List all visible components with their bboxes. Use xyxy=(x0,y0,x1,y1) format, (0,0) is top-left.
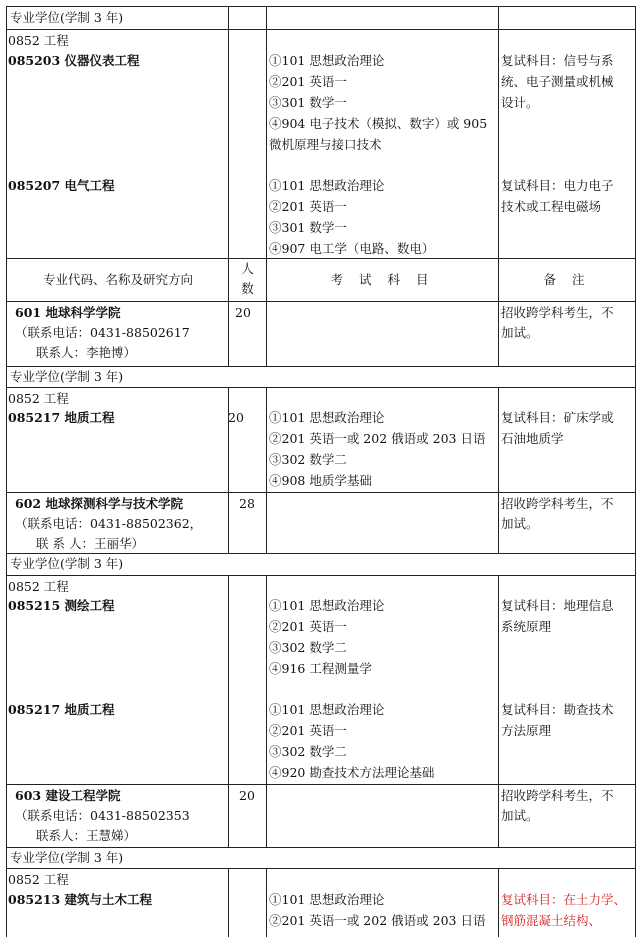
school-name: 602 地球探测科学与技术学院 xyxy=(15,496,183,511)
row-divider xyxy=(6,387,636,388)
table-border-right xyxy=(635,6,636,937)
column-header-count: 数 xyxy=(241,281,254,296)
degree-category: 专业学位(学制 3 年) xyxy=(10,10,124,25)
remark-line: 复试科目：在土力学、 xyxy=(501,892,627,907)
exam-subject: ③302 数学二 xyxy=(269,452,347,467)
remark-line: 复试科目：勘查技术 xyxy=(501,702,614,717)
row-divider xyxy=(6,868,636,869)
exam-subject: ②201 英语一 xyxy=(269,74,347,89)
major-name: 085217 地质工程 xyxy=(8,410,115,425)
exam-subject: ①101 思想政治理论 xyxy=(269,53,385,68)
exam-subject: ③301 数学一 xyxy=(269,220,347,235)
column-divider xyxy=(228,868,229,937)
major-name: 085215 测绘工程 xyxy=(8,598,115,613)
exam-subject: ②201 英语一或 202 俄语或 203 日语 xyxy=(269,431,486,446)
column-divider xyxy=(266,6,267,366)
remark-line: 复试科目：矿床学或 xyxy=(501,410,614,425)
column-divider xyxy=(266,387,267,553)
column-divider xyxy=(228,29,229,366)
column-header-subjects: 考 试 科 目 xyxy=(330,272,435,287)
school-contact: 联 系 人：王丽华） xyxy=(36,536,144,551)
column-divider xyxy=(228,6,229,29)
column-divider xyxy=(266,575,267,847)
enrollment-count: 20 xyxy=(239,788,255,803)
remark-line: 复试科目：地理信息 xyxy=(501,598,614,613)
field-code: 0852 工程 xyxy=(8,579,69,594)
exam-subject: ②201 英语一 xyxy=(269,199,347,214)
remark-line: 石油地质学 xyxy=(501,431,564,446)
column-divider xyxy=(266,868,267,937)
exam-subject: ④920 勘查技术方法理论基础 xyxy=(269,765,435,780)
school-name: 601 地球科学学院 xyxy=(15,305,121,320)
column-divider xyxy=(498,868,499,937)
degree-category: 专业学位(学制 3 年) xyxy=(10,369,124,384)
column-divider xyxy=(498,6,499,366)
major-name: 085207 电气工程 xyxy=(8,178,115,193)
major-name: 085203 仪器仪表工程 xyxy=(8,53,140,68)
exam-subject: ④904 电子技术（模拟、数字）或 905 xyxy=(269,116,488,131)
remark-line: 技术或工程电磁场 xyxy=(501,199,602,214)
remark-line: 方法原理 xyxy=(501,723,552,738)
row-divider xyxy=(6,575,636,576)
table-border-left xyxy=(6,6,7,937)
remark-line: 系统原理 xyxy=(501,619,552,634)
exam-subject: ④907 电工学（电路、数电） xyxy=(269,241,435,256)
column-divider xyxy=(498,575,499,847)
exam-subject: ②201 英语一或 202 俄语或 203 日语 xyxy=(269,913,486,928)
field-code: 0852 工程 xyxy=(8,33,69,48)
exam-subject: ③301 数学一 xyxy=(269,95,347,110)
column-header-remarks: 备 注 xyxy=(543,272,591,287)
exam-subject: ①101 思想政治理论 xyxy=(269,892,385,907)
exam-subject: ②201 英语一 xyxy=(269,619,347,634)
exam-subject: 微机原理与接口技术 xyxy=(269,137,382,152)
remark-line: 加试。 xyxy=(501,516,539,531)
school-contact: 联系人：李艳博） xyxy=(36,345,137,360)
degree-category: 专业学位(学制 3 年) xyxy=(10,556,124,571)
exam-subject: ④908 地质学基础 xyxy=(269,473,372,488)
school-phone: （联系电话：0431-88502617 xyxy=(15,325,190,340)
row-divider xyxy=(6,258,636,259)
table-border-top xyxy=(6,6,636,7)
exam-subject: ④916 工程测量学 xyxy=(269,661,372,676)
school-contact: 联系人：王慧娣） xyxy=(36,828,137,843)
school-phone: （联系电话：0431-88502362， xyxy=(15,516,203,531)
column-divider xyxy=(228,575,229,847)
remark-line: 招收跨学科考生，不 xyxy=(501,788,614,803)
remark-line: 钢筋混凝土结构、 xyxy=(501,913,602,928)
row-divider xyxy=(6,29,636,30)
admissions-catalog-page xyxy=(6,6,636,937)
school-phone: （联系电话：0431-88502353 xyxy=(15,808,190,823)
remark-line: 招收跨学科考生，不 xyxy=(501,305,614,320)
row-divider xyxy=(6,492,636,493)
remark-line: 设计。 xyxy=(501,95,539,110)
field-code: 0852 工程 xyxy=(8,391,69,406)
row-divider xyxy=(6,784,636,785)
exam-subject: ③302 数学二 xyxy=(269,640,347,655)
column-header-code: 专业代码、名称及研究方向 xyxy=(42,272,193,287)
enrollment-count: 28 xyxy=(239,496,255,511)
exam-subject: ①101 思想政治理论 xyxy=(269,410,385,425)
major-name: 085213 建筑与土木工程 xyxy=(8,892,153,907)
remark-line: 复试科目：电力电子 xyxy=(501,178,614,193)
row-divider xyxy=(6,847,636,848)
remark-line: 加试。 xyxy=(501,808,539,823)
enrollment-count: 20 xyxy=(235,305,251,320)
exam-subject: ③302 数学二 xyxy=(269,744,347,759)
column-header-count: 人 xyxy=(241,261,254,276)
exam-subject: ①101 思想政治理论 xyxy=(269,598,385,613)
remark-line: 加试。 xyxy=(501,325,539,340)
exam-subject: ②201 英语一 xyxy=(269,723,347,738)
school-name: 603 建设工程学院 xyxy=(15,788,121,803)
remark-line: 复试科目：信号与系 xyxy=(501,53,614,68)
remark-line: 招收跨学科考生，不 xyxy=(501,496,614,511)
exam-subject: ①101 思想政治理论 xyxy=(269,178,385,193)
row-divider xyxy=(6,366,636,367)
field-code: 0852 工程 xyxy=(8,872,69,887)
exam-subject: ①101 思想政治理论 xyxy=(269,702,385,717)
row-divider xyxy=(6,553,636,554)
major-name: 085217 地质工程 xyxy=(8,702,115,717)
column-divider xyxy=(498,387,499,553)
enrollment-count: 20 xyxy=(228,410,244,425)
degree-category: 专业学位(学制 3 年) xyxy=(10,850,124,865)
row-divider xyxy=(6,301,636,302)
remark-line: 统、电子测量或机械 xyxy=(501,74,614,89)
